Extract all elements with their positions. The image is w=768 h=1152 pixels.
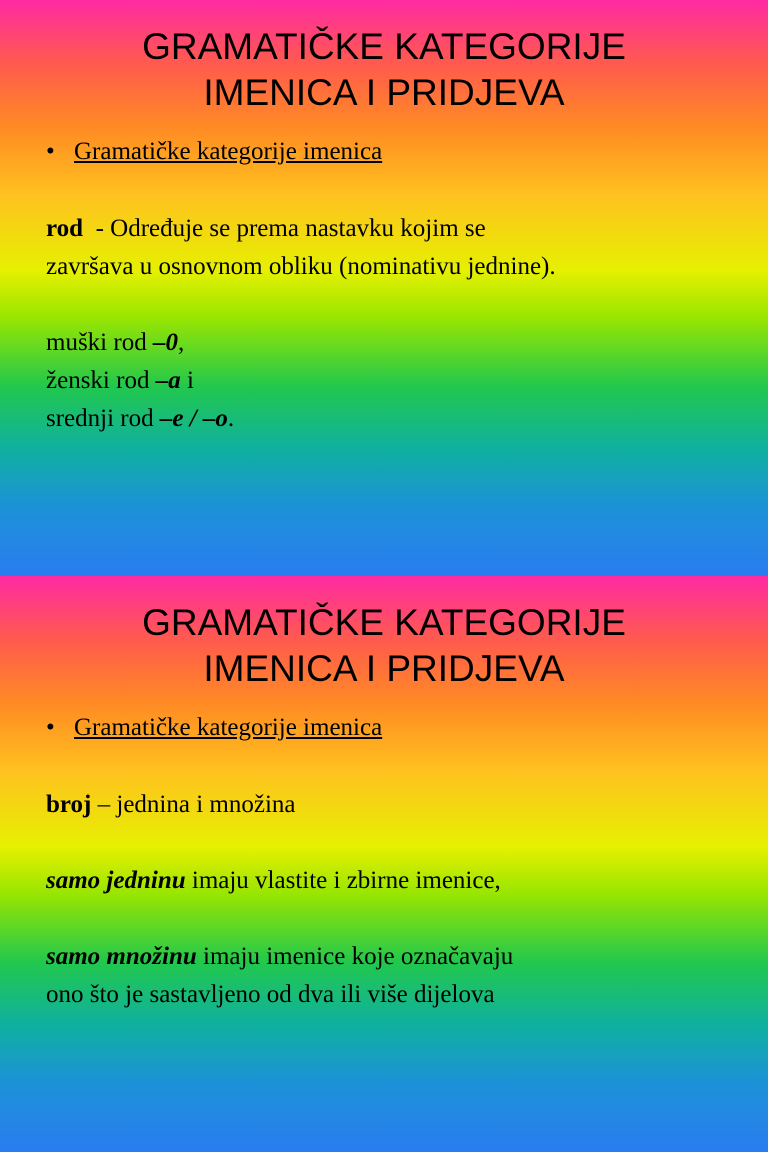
bullet-dot: • xyxy=(46,138,55,165)
plural-emphasis: samo množinu xyxy=(46,943,197,970)
slide-content xyxy=(46,210,746,438)
masculine-line: muški rod –0, xyxy=(46,329,185,356)
slide-content xyxy=(46,786,746,1014)
definition-line-2: završava u osnovnom obliku (nominativu jednine). xyxy=(46,253,556,280)
neuter-ending: –e / –o xyxy=(159,405,228,432)
masculine-ending: –0 xyxy=(152,329,178,356)
slide-title xyxy=(0,600,768,692)
singular-emphasis: samo jedninu xyxy=(46,867,186,894)
slide-broj xyxy=(0,576,768,1152)
broj-line: broj – jednina i množina xyxy=(46,791,296,818)
bullet-dot: • xyxy=(46,714,55,741)
title-line-1: GRAMATIČKE KATEGORIJE xyxy=(142,26,626,67)
feminine-ending: –a xyxy=(155,367,181,394)
title-line-1: GRAMATIČKE KATEGORIJE xyxy=(142,602,626,643)
singular-line: samo jedninu imaju vlastite i zbirne imenice, xyxy=(46,867,501,894)
slide-title xyxy=(0,24,768,116)
neuter-line: srednji rod –e / –o. xyxy=(46,405,235,432)
term-broj: broj xyxy=(46,791,92,818)
bullet-item xyxy=(46,135,382,169)
plural-line-1: samo množinu imaju imenice koje označavaju xyxy=(46,943,514,970)
term-rod: rod xyxy=(46,215,84,242)
feminine-line: ženski rod –a i xyxy=(46,367,194,394)
bullet-item xyxy=(46,711,382,745)
bullet-link[interactable]: Gramatičke kategorije imenica xyxy=(74,714,383,741)
definition-line-1: rod - Određuje se prema nastavku kojim se xyxy=(46,215,486,242)
plural-line-2: ono što je sastavljeno od dva ili više dijelova xyxy=(46,981,495,1008)
title-line-2: IMENICA I PRIDJEVA xyxy=(203,648,565,689)
title-line-2: IMENICA I PRIDJEVA xyxy=(203,72,565,113)
bullet-link[interactable]: Gramatičke kategorije imenica xyxy=(74,138,383,165)
